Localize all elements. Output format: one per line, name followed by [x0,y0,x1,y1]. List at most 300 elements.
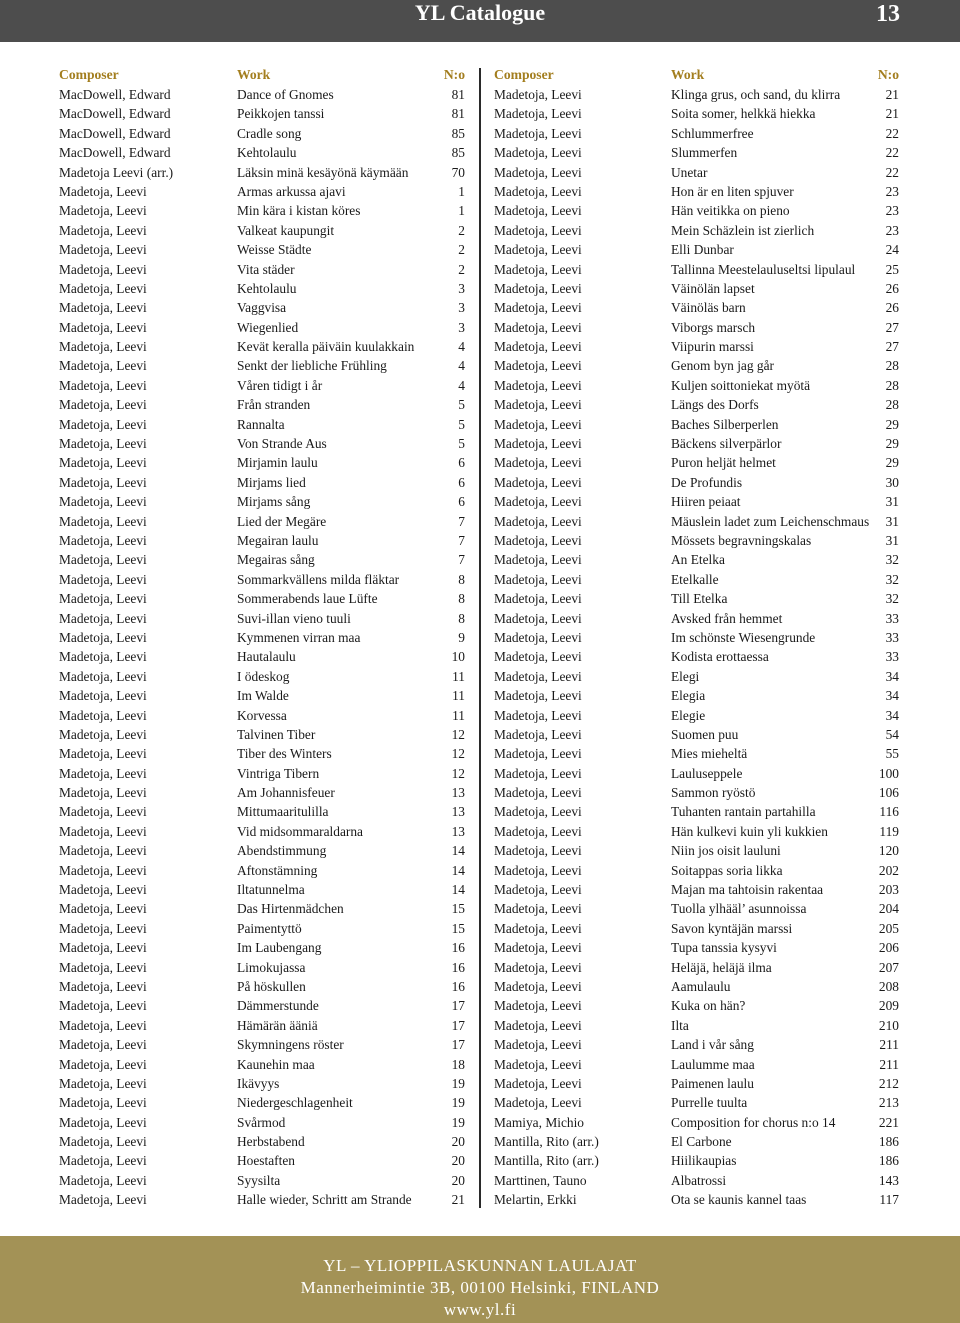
list-item [494,861,899,880]
list-item [59,1190,465,1209]
catalogue-number: 13 [451,804,465,820]
work-title: Niedergeschlagenheit [237,1095,353,1111]
work-title: Land i vår sång [671,1037,754,1053]
list-item [59,1171,465,1190]
catalogue-number: 81 [451,87,465,102]
catalogue-number: 21 [885,87,899,102]
composer-name: Madetoja, Leevi [59,513,147,529]
list-item [494,550,899,569]
list-item [494,880,899,899]
catalogue-number: 70 [451,164,465,180]
work-title: Väinöläs barn [671,300,746,316]
list-item [494,706,899,725]
work-title: Syysilta [237,1172,281,1188]
composer-name: Madetoja, Leevi [494,707,582,723]
work-title: Sommarkvällens milda fläktar [237,571,400,587]
list-item [494,570,899,589]
work-title: Korvessa [237,707,287,723]
catalogue-number: 20 [451,1134,465,1150]
list-item [59,628,465,647]
list-item [59,492,465,511]
catalogue-number: 27 [885,339,899,355]
work-title: Tallinna Meestelauluseltsi lipulaul [671,261,856,277]
composer-name: Madetoja, Leevi [494,261,582,277]
work-title: Talvinen Tiber [237,726,316,742]
work-title: Bäckens silverpärlor [671,436,782,452]
footer-bar [0,1236,960,1323]
composer-name: Madetoja, Leevi [59,785,147,801]
work-title: Puron heljät helmet [671,455,776,471]
footer-website-link[interactable]: www.yl.fi [443,1300,517,1319]
list-item [494,1132,899,1151]
catalogue-number: 2 [458,222,465,238]
list-item [59,938,465,957]
work-title: Slummerfen [671,145,738,161]
composer-name: Madetoja, Leevi [59,1017,147,1033]
work-title: Suomen puu [671,726,739,742]
work-title: Limokujassa [237,959,306,975]
work-title: Baches Silberperlen [671,416,779,432]
composer-header: Composer [59,67,119,82]
work-title: Våren tidigt i år [237,377,323,393]
catalogue-number: 7 [458,552,465,568]
list-item [494,1171,899,1190]
work-title: Kaunehin maa [237,1056,315,1072]
composer-name: Madetoja, Leevi [59,1037,147,1053]
composer-name: Madetoja, Leevi [59,1095,147,1111]
list-item [494,919,899,938]
catalogue-number: 6 [458,455,465,471]
composer-name: Madetoja, Leevi [59,862,147,878]
composer-name: Madetoja, Leevi [494,823,582,839]
composer-name: Madetoja, Leevi [494,1037,582,1053]
list-item [59,996,465,1015]
catalogue-number: 34 [885,707,899,723]
work-title: Wiegenlied [237,319,299,335]
list-item [494,415,899,434]
work-title: Weisse Städte [237,242,312,258]
list-item [59,686,465,705]
list-item [494,1074,899,1093]
list-item [494,899,899,918]
composer-name: Madetoja, Leevi [59,1192,147,1208]
list-item [59,1113,465,1132]
composer-name: Madetoja, Leevi [59,358,147,374]
composer-name: Madetoja, Leevi [494,474,582,490]
work-title: Ikävyys [237,1075,280,1091]
work-title: Elegi [671,668,700,684]
composer-name: Madetoja, Leevi [59,474,147,490]
catalogue-number: 27 [885,319,899,335]
composer-name: Madetoja, Leevi [494,532,582,548]
composer-name: Madetoja, Leevi [494,688,582,704]
catalogue-number: 19 [451,1114,465,1130]
catalogue-number: 85 [451,145,465,161]
catalogue-number: 4 [458,339,465,355]
work-title: De Profundis [671,474,743,490]
work-title: Läksin minä kesäyönä käymään [237,164,409,180]
composer-name: Madetoja, Leevi [59,746,147,762]
page-number: 13 [876,1,900,27]
list-item [494,240,899,259]
list-item [59,395,465,414]
list-item [494,841,899,860]
work-title: Halle wieder, Schritt am Strande [237,1192,412,1208]
catalogue-number: 4 [458,377,465,393]
catalogue-number: 29 [885,436,899,452]
catalogue-number: 5 [458,397,465,413]
work-title: Kuljen soittoniekat myötä [671,377,811,393]
catalogue-number: 1 [458,183,465,199]
list-item [59,783,465,802]
work-title: På höskullen [237,978,306,994]
composer-name: Madetoja, Leevi [494,1056,582,1072]
work-title: Sommerabends laue Lüfte [237,591,378,607]
catalogue-number: 2 [458,242,465,258]
list-item [494,764,899,783]
catalogue-number: 210 [878,1017,899,1033]
composer-name: Madetoja, Leevi [59,532,147,548]
work-title: Composition for chorus n:o 14 [671,1114,836,1130]
catalogue-list-right [494,85,899,1210]
catalogue-number: 31 [885,532,899,548]
work-title: Tupa tanssia kysyvi [671,940,777,956]
footer-address: Mannerheimintie 3B, 00100 Helsinki, FINLAND [300,1278,660,1297]
catalogue-number: 33 [885,629,899,645]
catalogue-column-left [59,65,465,1210]
composer-name: Madetoja, Leevi [59,901,147,917]
composer-name: Madetoja, Leevi [494,610,582,626]
composer-name: Madetoja, Leevi [494,494,582,510]
catalogue-number: 3 [458,280,465,296]
catalogue-number: 4 [458,358,465,374]
list-item [494,1093,899,1112]
catalogue-number: 32 [885,591,899,607]
list-item [494,1113,899,1132]
composer-name: Madetoja, Leevi [59,882,147,898]
list-item [494,1055,899,1074]
list-item [59,861,465,880]
catalogue-number: 34 [885,668,899,684]
work-title: Till Etelka [671,591,728,607]
catalogue-number: 31 [885,513,899,529]
catalogue-number: 206 [878,940,899,956]
catalogue-number: 202 [878,862,899,878]
list-item [59,473,465,492]
composer-name: MacDowell, Edward [59,87,171,102]
list-item [494,143,899,162]
work-title: Skymningens röster [237,1037,344,1053]
work-title: Aamulaulu [671,978,731,994]
catalogue-number: 6 [458,494,465,510]
catalogue-number: 207 [878,959,899,975]
catalogue-number: 21 [451,1192,465,1208]
list-item [494,783,899,802]
list-item [59,899,465,918]
catalogue-column-right [494,65,899,1210]
composer-name: Madetoja, Leevi [59,455,147,471]
composer-name: Madetoja, Leevi [59,242,147,258]
list-item [59,531,465,550]
work-title: Abendstimmung [237,843,327,859]
catalogue-number: 22 [885,145,899,161]
catalogue-number: 12 [451,726,465,742]
composer-name: Madetoja, Leevi [59,552,147,568]
composer-name: Madetoja, Leevi [494,397,582,413]
catalogue-number: 18 [451,1056,465,1072]
list-item [494,279,899,298]
catalogue-number: 22 [885,164,899,180]
composer-name: Madetoja, Leevi [59,222,147,238]
list-item [59,415,465,434]
composer-name: Madetoja, Leevi [494,436,582,452]
composer-name: Madetoja, Leevi [59,978,147,994]
list-item [494,647,899,666]
list-item [494,1035,899,1054]
list-item [494,628,899,647]
work-title: Dämmerstunde [237,998,319,1014]
catalogue-number: 30 [885,474,899,490]
catalogue-number: 213 [878,1095,899,1111]
list-item [494,434,899,453]
list-item [59,570,465,589]
catalogue-number: 16 [451,959,465,975]
list-item [59,201,465,220]
column-header-row [494,65,899,85]
catalogue-number: 211 [879,1056,899,1072]
work-title: Soita somer, helkkä hiekka [671,106,816,122]
work-title: Tiber des Winters [237,746,332,762]
list-item [59,512,465,531]
work-title: Elegia [671,688,706,704]
composer-name: Madetoja, Leevi [494,513,582,529]
catalogue-number: 8 [458,571,465,587]
catalogue-number: 117 [879,1192,899,1208]
catalogue-number: 208 [878,978,899,994]
list-item [494,124,899,143]
work-title: Dance of Gnomes [237,87,334,102]
catalogue-number: 2 [458,261,465,277]
composer-name: Madetoja, Leevi [59,377,147,393]
composer-name: Madetoja, Leevi [59,940,147,956]
column-divider [479,68,481,1208]
composer-name: Madetoja, Leevi [59,920,147,936]
composer-name: Madetoja, Leevi [59,436,147,452]
work-title: Genom byn jag går [671,358,775,374]
list-item [494,163,899,182]
catalogue-number: 16 [451,940,465,956]
composer-name: Madetoja, Leevi [59,1114,147,1130]
list-item [494,337,899,356]
catalogue-number: 55 [885,746,899,762]
list-item [59,1074,465,1093]
composer-name: Madetoja, Leevi [494,319,582,335]
work-title: Paimenen laulu [671,1075,754,1091]
catalogue-number: 22 [885,125,899,141]
composer-name: Madetoja, Leevi [59,1172,147,1188]
composer-name: Madetoja, Leevi [494,959,582,975]
composer-name: Madetoja, Leevi [59,319,147,335]
composer-name: Madetoja, Leevi [59,261,147,277]
list-item [59,279,465,298]
catalogue-number: 32 [885,552,899,568]
work-title: Vintriga Tibern [237,765,320,781]
composer-name: Madetoja, Leevi [494,571,582,587]
catalogue-number: 15 [451,920,465,936]
list-item [59,143,465,162]
composer-name: Madetoja, Leevi [59,649,147,665]
composer-name: Melartin, Erkki [494,1192,577,1208]
composer-name: Madetoja, Leevi [59,610,147,626]
work-title: Tuolla ylhääl’ asunnoissa [671,901,807,917]
composer-name: Madetoja, Leevi [494,87,582,102]
list-item [494,531,899,550]
catalogue-number: 5 [458,416,465,432]
catalogue-number: 11 [452,668,465,684]
composer-name: Madetoja, Leevi [494,591,582,607]
composer-name: Madetoja, Leevi [494,339,582,355]
composer-name: Madetoja, Leevi [494,1017,582,1033]
composer-name: Madetoja, Leevi [494,978,582,994]
column-header-row [59,65,465,85]
work-title: Mäuslein ladet zum Leichenschmaus [671,513,870,529]
composer-name: Madetoja, Leevi [494,455,582,471]
list-item [494,1016,899,1035]
catalogue-number: 204 [878,901,899,917]
list-item [59,1016,465,1035]
catalogue-number: 209 [878,998,899,1014]
composer-name: Marttinen, Tauno [494,1172,587,1188]
catalogue-number: 54 [885,726,899,742]
catalogue-number: 12 [451,765,465,781]
work-title: Längs des Dorfs [671,397,759,413]
list-item [59,1035,465,1054]
work-title: Mein Schäzlein ist zierlich [671,222,815,238]
composer-name: Madetoja, Leevi [59,1075,147,1091]
composer-name: Madetoja, Leevi [59,804,147,820]
work-title: Viborgs marsch [671,319,756,335]
work-title: Kuka on hän? [671,998,746,1014]
list-item [59,1132,465,1151]
list-item [59,298,465,317]
catalogue-number: 14 [451,862,465,878]
list-item [494,686,899,705]
composer-name: Madetoja, Leevi [59,494,147,510]
composer-name: Madetoja Leevi (arr.) [59,164,174,180]
list-item [494,395,899,414]
composer-name: Madetoja, Leevi [494,629,582,645]
work-title: Lied der Megäre [237,513,327,529]
work-title: Kevät keralla päiväin kuulakkain [237,339,415,355]
list-item [59,802,465,821]
list-item [494,802,899,821]
composer-name: Madetoja, Leevi [494,203,582,219]
catalogue-number: 14 [451,882,465,898]
composer-name: Madetoja, Leevi [494,668,582,684]
catalogue-number: 26 [885,300,899,316]
composer-name: Madetoja, Leevi [494,843,582,859]
composer-name: Madetoja, Leevi [494,1075,582,1091]
work-title: Väinölän lapset [671,280,755,296]
catalogue-number: 20 [451,1153,465,1169]
work-title: Klinga grus, och sand, du klirra [671,87,841,102]
list-item [494,977,899,996]
composer-name: Madetoja, Leevi [59,726,147,742]
catalogue-number: 5 [458,436,465,452]
composer-name: Madetoja, Leevi [59,300,147,316]
catalogue-number: 120 [878,843,899,859]
list-item [494,744,899,763]
composer-name: Mamiya, Michio [494,1114,585,1130]
composer-name: Madetoja, Leevi [494,125,582,141]
composer-name: Madetoja, Leevi [59,668,147,684]
composer-name: Madetoja, Leevi [59,397,147,413]
composer-name: Madetoja, Leevi [494,940,582,956]
list-item [59,434,465,453]
composer-name: Madetoja, Leevi [494,145,582,161]
composer-name: Madetoja, Leevi [59,998,147,1014]
list-item [494,1190,899,1209]
work-title: Paimentyttö [237,920,302,936]
work-title: Im schönste Wiesengrunde [671,629,816,645]
work-title: Niin jos oisit lauluni [671,843,781,859]
work-title: Min kära i kistan köres [237,203,361,219]
work-title: Mirjamin laulu [237,455,318,471]
work-title: Albatrossi [671,1172,727,1188]
list-item [59,376,465,395]
list-item [59,104,465,123]
composer-name: Madetoja, Leevi [59,1056,147,1072]
catalogue-number: 211 [879,1037,899,1053]
work-title: Viipurin marssi [671,339,754,355]
catalogue-number: 1 [458,203,465,219]
composer-name: MacDowell, Edward [59,125,171,141]
composer-name: Madetoja, Leevi [494,804,582,820]
list-item [59,356,465,375]
catalogue-number: 11 [452,688,465,704]
catalogue-number: 13 [451,785,465,801]
composer-name: Madetoja, Leevi [59,1153,147,1169]
list-item [59,841,465,860]
catalogue-number: 23 [885,203,899,219]
composer-name: Madetoja, Leevi [494,765,582,781]
composer-name: Madetoja, Leevi [494,106,582,122]
list-item [494,996,899,1015]
work-title: Savon kyntäjän marssi [671,920,793,936]
list-item [494,260,899,279]
catalogue-number: 9 [458,629,465,645]
work-title: Mittumaaritulilla [237,804,329,820]
catalogue-number: 7 [458,513,465,529]
composer-name: Madetoja, Leevi [59,203,147,219]
work-title: Elegie [671,707,706,723]
work-title: Avsked från hemmet [671,610,783,626]
header-bar [0,0,960,42]
list-item [59,744,465,763]
catalogue-number: 28 [885,358,899,374]
composer-name: Madetoja, Leevi [494,901,582,917]
work-title: Ota se kaunis kannel taas [671,1192,807,1208]
work-title: Kehtolaulu [237,145,297,161]
list-item [494,104,899,123]
work-title: Im Walde [237,688,289,704]
work-title: Unetar [671,164,708,180]
list-item [59,221,465,240]
composer-name: Madetoja, Leevi [494,358,582,374]
composer-name: Madetoja, Leevi [59,1134,147,1150]
list-item [59,1055,465,1074]
work-title: Kodista erottaessa [671,649,769,665]
